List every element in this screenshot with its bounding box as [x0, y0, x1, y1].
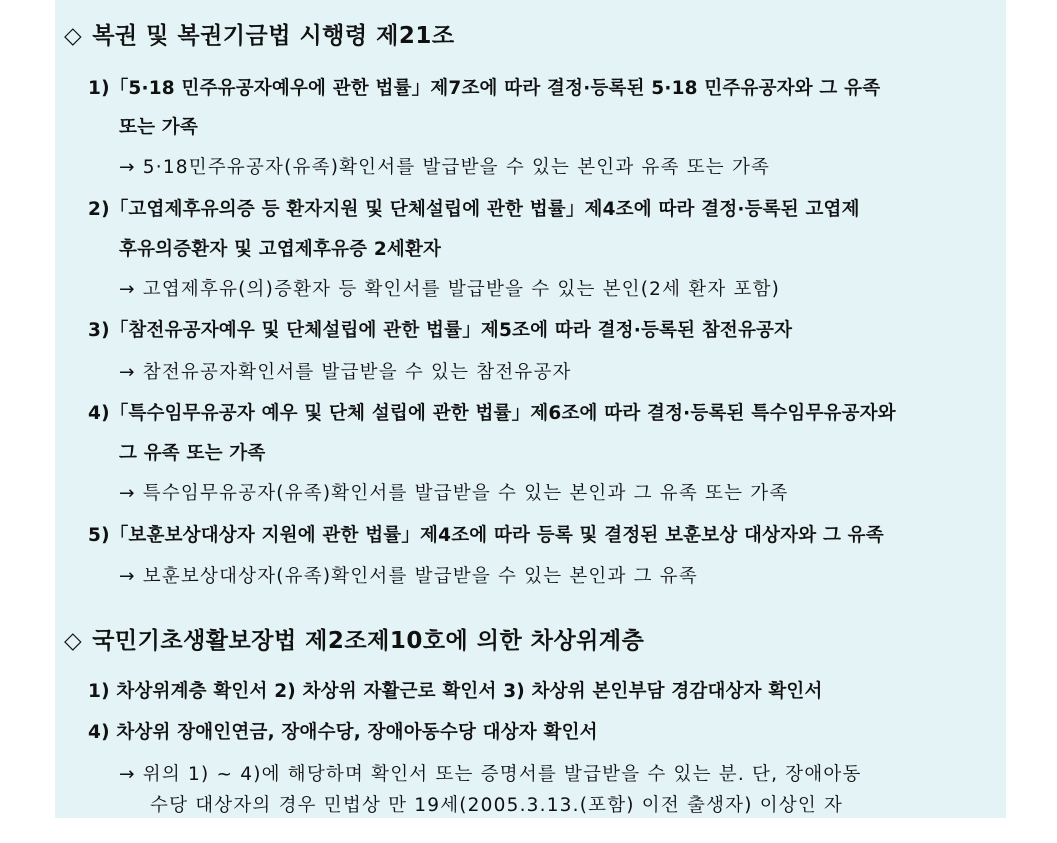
- section-title: 복권 및 복권기금법 시행령 제21조: [92, 23, 455, 49]
- section-heading-lottery: [64, 17, 455, 50]
- list-item-2-note: → 고엽제후유(의)증환자 등 확인서를 발급받을 수 있는 본인(2세 환자 포함): [119, 279, 781, 300]
- certificate-list-line2: 4) 차상위 장애인연금, 장애수당, 장애아동수당 대상자 확인서: [88, 722, 598, 743]
- list-item-3-line1: 3)「참전유공자예우 및 단체설립에 관한 법률」제5조에 따라 결정·등록된 참전유공자: [88, 320, 793, 341]
- list-item-5-line1: 5)「보훈보상대상자 지원에 관한 법률」제4조에 따라 등록 및 결정된 보훈보상 대상자와 그 유족: [88, 525, 884, 546]
- list-item-5-note: → 보훈보상대상자(유족)확인서를 발급받을 수 있는 본인과 그 유족: [119, 566, 698, 587]
- list-item-2-line2: 후유의증환자 및 고엽제후유증 2세환자: [119, 239, 442, 260]
- list-item-4-note: → 특수임무유공자(유족)확인서를 발급받을 수 있는 본인과 그 유족 또는 가족: [119, 483, 789, 504]
- section-title: 국민기초생활보장법 제2조제10호에 의한 차상위계층: [92, 628, 645, 654]
- list-item-2-line1: 2)「고엽제후유의증 등 환자지원 및 단체설립에 관한 법률」제4조에 따라 결정·등록된 고엽제: [88, 199, 860, 220]
- list-item-1-note: → 5·18민주유공자(유족)확인서를 발급받을 수 있는 본인과 유족 또는 가족: [119, 157, 771, 178]
- section-heading-basic-livelihood: [64, 622, 644, 655]
- list-item-1-line2: 또는 가족: [119, 117, 198, 138]
- diamond-bullet-icon: ◇: [64, 628, 83, 654]
- eligibility-note-line2: 수당 대상자의 경우 민법상 만 19세(2005.3.13.(포함) 이전 출생자) 이상인 자: [150, 795, 844, 816]
- diamond-bullet-icon: ◇: [64, 23, 83, 49]
- certificate-list-line1: 1) 차상위계층 확인서 2) 차상위 자활근로 확인서 3) 차상위 본인부담 경감대상자 확인서: [88, 681, 823, 702]
- list-item-1-line1: 1)「5·18 민주유공자예우에 관한 법률」제7조에 따라 결정·등록된 5·18 민주유공자와 그 유족: [88, 78, 881, 99]
- list-item-4-line1: 4)「특수임무유공자 예우 및 단체 설립에 관한 법률」제6조에 따라 결정·등록된 특수임무유공자와: [88, 403, 896, 424]
- list-item-3-note: → 참전유공자확인서를 발급받을 수 있는 참전유공자: [119, 362, 572, 383]
- list-item-4-line2: 그 유족 또는 가족: [119, 443, 266, 464]
- eligibility-note-line1: → 위의 1) ~ 4)에 해당하며 확인서 또는 증명서를 발급받을 수 있는 분. 단, 장애아동: [119, 764, 862, 785]
